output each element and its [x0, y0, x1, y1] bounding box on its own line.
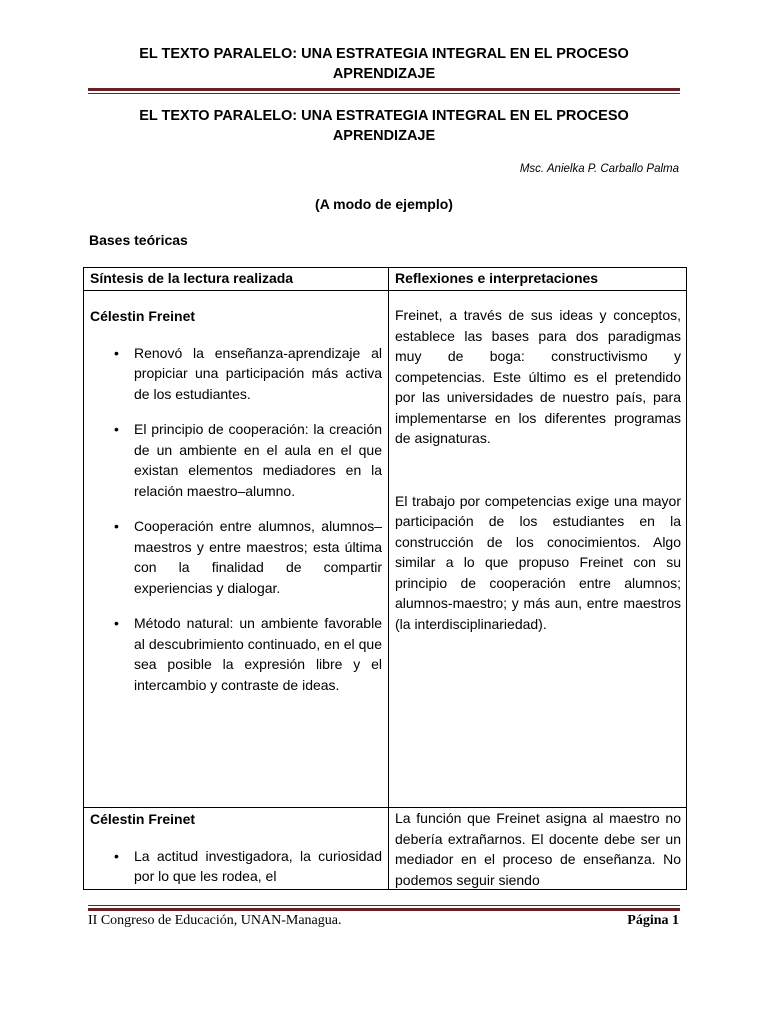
row2-bullet-list — [90, 846, 382, 887]
footer-rule-thin — [88, 905, 680, 906]
running-header-line1: EL TEXTO PARALELO: UNA ESTRATEGIA INTEGRAL EN EL PROCESO — [139, 46, 629, 62]
bullet-icon: • — [114, 615, 119, 631]
list-item: • Método natural: un ambiente favorable al descubrimiento continuado, en el que sea posible la expresión libre y el intercambio y contraste de ideas. — [114, 615, 382, 693]
bullet-icon: • — [114, 421, 119, 437]
row1-author: Célestin Freinet — [90, 308, 196, 324]
row1-reflections-cell — [395, 305, 681, 634]
running-header-line2: APRENDIZAJE — [332, 66, 436, 82]
running-header — [88, 44, 680, 84]
header-rule-thin — [88, 93, 680, 94]
row1-reflection-paragraph: El trabajo por competencias exige una mayor participación de los estudiantes en la construcción de los conocimientos. Algo similar a lo que propuso Freinet con su principio de cooperación entre alumnos; alumnos-maestro; y más aun, entre maestros (la interdisciplinariedad). — [395, 492, 681, 632]
footer-conference: II Congreso de Educación, UNAN-Managua. — [88, 913, 342, 928]
footer-rule-thick — [88, 908, 680, 911]
document-title — [88, 106, 680, 146]
list-item: • La actitud investigadora, la curiosidad por lo que les rodea, el — [114, 847, 382, 884]
row2-reflection-paragraph: La función que Freinet asigna al maestro no debería extrañarnos. El docente debe ser un mediador en el proceso de enseñanza. No podemos seguir siendo — [395, 810, 681, 888]
bullet-icon: • — [114, 344, 119, 361]
bullet-icon: • — [114, 518, 119, 534]
footer-page-number: Página 1 — [627, 913, 679, 928]
document-title-line2: APRENDIZAJE — [332, 128, 436, 144]
row2-clip — [84, 808, 686, 889]
row1-reflection-paragraph: Freinet, a través de sus ideas y conceptos, establece las bases para dos paradigmas muy de boga: constructivismo y competencias. Este último es el pretendido por las universidades de nuestro país, para implementarse en los diferentes programas de asignaturas. — [395, 307, 681, 446]
row2-author: Célestin Freinet — [90, 811, 196, 827]
row2-reflections-cell — [395, 808, 681, 889]
table-column-divider — [388, 268, 389, 889]
table-header-reflections: Reflexiones e interpretaciones — [395, 270, 599, 286]
synthesis-table — [83, 267, 687, 890]
list-item: • Cooperación entre alumnos, alumnos–maestros y entre maestros; esta última con la finalidad de compartir experiencias y dialogar. — [114, 518, 382, 596]
row1-bullet-list — [90, 343, 382, 696]
bullet-icon: • — [114, 847, 119, 864]
header-rule-thick — [88, 88, 680, 91]
section-heading: Bases teóricas — [89, 232, 188, 248]
list-item: • El principio de cooperación: la creación de un ambiente en el aula en el que existan elementos mediadores en la relación maestro–alumno. — [114, 421, 382, 499]
table-header-synthesis: Síntesis de la lectura realizada — [90, 270, 294, 286]
author-byline: Msc. Anielka P. Carballo Palma — [519, 163, 679, 175]
table-header-divider — [84, 290, 686, 291]
row1-synthesis-cell — [90, 306, 382, 710]
subtitle: (A modo de ejemplo) — [315, 196, 453, 212]
list-item: • Renovó la enseñanza-aprendizaje al propiciar una participación más activa de los estudiantes. — [114, 344, 382, 402]
document-title-line1: EL TEXTO PARALELO: UNA ESTRATEGIA INTEGRAL EN EL PROCESO — [139, 108, 629, 124]
row2-synthesis-cell — [90, 809, 382, 889]
